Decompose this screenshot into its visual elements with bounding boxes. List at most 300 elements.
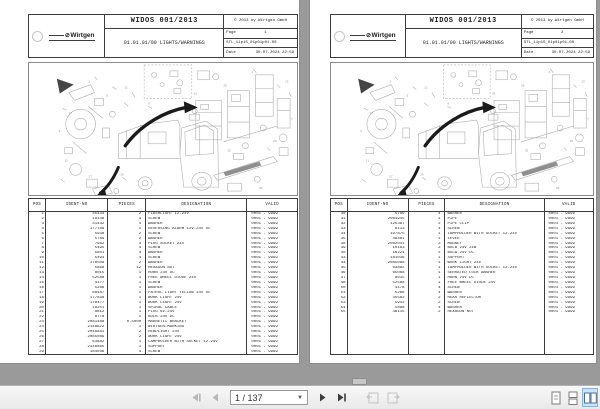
facing-pages-view-button[interactable]	[582, 388, 598, 407]
copyright-text: © 2013 by Wirtgen GmbH	[530, 19, 584, 23]
table-cell: 48	[331, 281, 348, 286]
table-cell: WORK LIGHT 24V	[146, 296, 247, 301]
table-cell: LAMPHOLDER WITH SOCKET 12-24V	[146, 340, 247, 345]
table-cell: 11	[29, 261, 46, 266]
date-label: Date	[226, 50, 236, 55]
table-cell: 0001 - 9999	[251, 221, 278, 226]
wirtgen-emblem-icon	[32, 31, 43, 42]
table-cell: 2	[409, 242, 446, 247]
table-cell: 4	[409, 212, 446, 217]
table-cell: 5495	[46, 246, 108, 251]
table-cell: 35582	[348, 296, 409, 301]
table-cell: 1	[108, 325, 146, 330]
table-cell: SCREW	[445, 286, 544, 291]
table-cell: MAGNETIC BRACKET	[146, 320, 247, 325]
table-cell: 1	[409, 266, 446, 271]
wirtgen-logo	[331, 15, 406, 57]
table-cell: 0001 - 9999	[251, 339, 278, 344]
table-cell: 14	[29, 276, 46, 281]
table-cell: 4	[108, 246, 146, 251]
table-cell: 5868	[46, 266, 108, 271]
table-cell: PLUG SOCKET 24V	[146, 242, 247, 247]
table-cell: 17	[29, 291, 46, 296]
table-cell: 0001 - 9999	[251, 335, 278, 340]
table-cell: 35	[331, 237, 348, 242]
table-cell: 3	[29, 222, 46, 227]
table-cell: 55	[331, 310, 348, 315]
parts-table-filler	[331, 315, 593, 354]
table-cell: FLASHLIGHT 12-24V	[146, 212, 247, 217]
col-header-ident-no: IDENT-NO	[46, 199, 108, 211]
table-cell: 52588	[348, 281, 409, 286]
exploded-parts-diagram	[28, 62, 298, 196]
table-cell: 0001 - 9999	[548, 280, 575, 285]
table-cell: 63882	[46, 340, 108, 345]
table-cell: 28	[29, 345, 46, 350]
table-cell: 2085088	[348, 261, 409, 266]
table-cell: 1	[108, 281, 146, 286]
table-cell: 2	[409, 296, 446, 301]
table-cell: 2146865	[46, 345, 108, 350]
table-cell: 4	[409, 291, 446, 296]
table-cell: 68487	[46, 291, 108, 296]
table-cell: 0001 - 9999	[251, 349, 278, 354]
table-cell: 5938	[46, 232, 108, 237]
table-cell: 184036	[46, 350, 108, 355]
logo-dash	[350, 35, 365, 36]
table-cell: BULB 24V DC	[146, 315, 247, 320]
table-cell: 0001 - 9999	[251, 285, 278, 290]
table-cell: HORN 24V DC	[445, 276, 544, 281]
table-cell: 0001 - 9999	[548, 300, 575, 305]
table-cell: 2148822	[46, 325, 108, 330]
table-cell: 4178	[348, 286, 409, 291]
table-cell: 181036	[348, 256, 409, 261]
table-cell: 22	[29, 315, 46, 320]
table-cell: 5789	[46, 237, 108, 242]
col-header-pieces: PIECES	[409, 199, 446, 211]
table-cell: 0001 - 9999	[548, 246, 575, 251]
first-page-button[interactable]	[188, 389, 205, 407]
table-cell: 0001 - 9999	[251, 315, 278, 320]
table-cell: 21	[29, 310, 46, 315]
table-cell: 5	[29, 232, 46, 237]
table-cell: 0001 - 9999	[548, 275, 575, 280]
table-cell: 0001 - 9999	[251, 266, 278, 271]
parts-table-header	[29, 199, 297, 212]
col-header-ident-no: IDENT-NO	[348, 199, 409, 211]
table-cell: 170508	[46, 261, 108, 266]
table-cell: 35434	[46, 212, 108, 217]
table-cell: 1	[108, 276, 146, 281]
table-cell: 31	[331, 217, 348, 222]
previous-view-icon	[366, 391, 380, 404]
table-cell: 0001 - 9999	[251, 295, 278, 300]
next-view-button[interactable]	[384, 389, 401, 407]
table-cell: 5942	[348, 301, 409, 306]
table-cell: REAR REFLECTOR	[445, 296, 544, 301]
section-title: 01.01.01/00 LIGHTS/WARNINGS	[105, 29, 224, 57]
table-cell: 1	[409, 261, 446, 266]
table-cell: 9	[29, 251, 46, 256]
table-cell: 43	[331, 256, 348, 261]
table-cell: 12	[29, 266, 46, 271]
table-cell: 27	[29, 340, 46, 345]
table-cell: 0001 - 9999	[548, 285, 575, 290]
col-header-designation: DESIGNATION	[445, 199, 544, 211]
table-cell: 0001 - 9999	[548, 271, 575, 276]
table-cell: 0001 - 9999	[251, 236, 278, 241]
date-value: 30.07.2024 22:59	[551, 50, 590, 55]
doc-code: STL_11p1S_01p01p01-00	[522, 39, 593, 49]
table-cell: 0001 - 9999	[251, 305, 278, 310]
table-cell: 9778	[46, 315, 108, 320]
table-cell: 0001 - 9999	[548, 216, 575, 221]
table-cell: 2	[108, 261, 146, 266]
table-cell: 2	[108, 212, 146, 217]
page-label: Page	[523, 31, 534, 36]
table-cell: SCREW	[146, 350, 247, 355]
table-cell: 4177	[46, 281, 108, 286]
page-number: 1	[264, 31, 267, 36]
table-cell: 0001 - 9999	[251, 344, 278, 349]
table-cell: SCREW	[146, 232, 247, 237]
table-cell: 0001 - 9999	[548, 256, 575, 261]
table-cell: 0001 - 9999	[251, 320, 278, 325]
table-cell: 1	[409, 237, 446, 242]
table-cell: 8	[29, 246, 46, 251]
table-cell: HEXAGON NUT	[445, 310, 544, 315]
table-cell: 2	[108, 335, 146, 340]
table-cell: 2	[409, 301, 446, 306]
table-cell: 23	[29, 320, 46, 325]
table-cell: 51	[331, 291, 348, 296]
section-title: 01.01.01/00 LIGHTS/WARNINGS	[406, 29, 522, 57]
table-cell: 5799	[348, 212, 409, 217]
table-cell: 40	[331, 251, 348, 256]
parts-table	[28, 198, 298, 355]
continuous-view-icon	[568, 391, 578, 405]
table-cell: 47	[331, 276, 348, 281]
table-cell: WASHER	[445, 291, 544, 296]
table-cell: 4	[409, 286, 446, 291]
table-cell: 13	[29, 271, 46, 276]
table-cell: 0001 - 9999	[548, 266, 575, 271]
table-cell: 0001 - 9999	[251, 246, 278, 251]
page-number-input[interactable]	[230, 390, 308, 405]
date-label: Date	[523, 50, 534, 55]
table-cell: 4	[409, 306, 446, 311]
table-cell: 49481	[348, 237, 409, 242]
table-cell: 5888	[348, 306, 409, 311]
table-cell: 4	[108, 350, 146, 355]
table-cell: 0001 - 9999	[251, 241, 278, 246]
table-cell: PATROL LIGHT YELLOW 24V DC	[146, 291, 247, 296]
col-header-pos: POS	[331, 199, 348, 211]
table-cell: 0001 - 9999	[251, 216, 278, 221]
table-cell: 16	[29, 286, 46, 291]
col-header-valid: VALID	[265, 203, 279, 207]
pdf-page-1	[0, 0, 299, 363]
table-cell: 1	[108, 345, 146, 350]
table-cell: 0001 - 9999	[251, 271, 278, 276]
table-cell: SCREW	[146, 246, 247, 251]
next-page-icon	[318, 393, 327, 402]
table-cell: SERRATED LOCK WASHER	[445, 271, 544, 276]
table-cell: LAMPHOLDER WITH SOCKET 12-24V	[445, 232, 544, 237]
table-cell: BULB 24V 21W	[445, 246, 544, 251]
table-cell: 0001 - 9999	[548, 251, 575, 256]
table-cell: 7	[29, 242, 46, 247]
table-cell: 34	[331, 232, 348, 237]
table-cell: WASHER	[146, 261, 247, 266]
table-cell: 2	[409, 251, 446, 256]
table-cell: 19148	[46, 217, 108, 222]
table-cell: 2	[409, 222, 446, 227]
table-cell: 197875	[348, 232, 409, 237]
table-cell: WASHER	[146, 222, 247, 227]
page-label: Page	[226, 31, 236, 36]
table-cell: 8812	[46, 310, 108, 315]
table-cell: 8015	[348, 276, 409, 281]
logo-dash	[49, 35, 64, 36]
table-row	[29, 350, 297, 355]
splitter-handle[interactable]	[352, 378, 367, 385]
table-cell: WASHER	[146, 286, 247, 291]
table-cell: 33	[331, 227, 348, 232]
table-cell: 15	[29, 281, 46, 286]
table-cell: WASHER	[146, 251, 247, 256]
page-header-table	[28, 14, 298, 58]
table-cell: 1	[409, 281, 446, 286]
table-cell: 1	[409, 276, 446, 281]
table-cell: SCREW	[445, 227, 544, 232]
table-cell: 8015	[46, 271, 108, 276]
table-cell: WORK LIGHT 24V	[445, 261, 544, 266]
table-cell: SCREW	[445, 301, 544, 306]
table-cell: 2	[409, 310, 446, 315]
table-cell: 1	[108, 291, 146, 296]
table-cell: WASHER	[445, 306, 544, 311]
brand-text: Wirtgen	[371, 31, 396, 39]
table-cell: BULB 24V DC	[445, 251, 544, 256]
table-cell: 31432	[46, 222, 108, 227]
table-cell: 0001 - 9999	[251, 275, 278, 280]
table-cell: 6113	[348, 227, 409, 232]
table-cell: 18251	[46, 306, 108, 311]
table-cell: 52	[331, 296, 348, 301]
toolbar	[0, 385, 600, 409]
table-cell: 177838	[46, 296, 108, 301]
table-cell: WIRTGEN-MARKING	[146, 325, 247, 330]
wirtgen-wordmark	[49, 32, 95, 41]
page-header-table	[330, 14, 594, 58]
table-cell: HEADLIGHT 24V	[146, 330, 247, 335]
table-cell: 0001 - 9999	[548, 261, 575, 266]
table-cell: 2	[108, 237, 146, 242]
table-cell: 0001 - 9999	[548, 226, 575, 231]
table-cell: 1	[108, 286, 146, 291]
table-cell: 26	[29, 335, 46, 340]
last-page-button[interactable]	[333, 389, 350, 407]
table-cell: 18	[29, 296, 46, 301]
table-cell: 0001 - 9999	[548, 231, 575, 236]
table-cell: 0001 - 9999	[251, 256, 278, 261]
table-cell: 2	[409, 246, 446, 251]
copyright-text: © 2013 by Wirtgen GmbH	[234, 19, 287, 23]
parts-table	[330, 198, 594, 355]
col-header-pos: POS	[29, 199, 46, 211]
col-header-designation: DESIGNATION	[146, 199, 247, 211]
table-cell: PIPE CLIP	[445, 222, 544, 227]
table-cell: 38	[331, 242, 348, 247]
table-cell: 0001 - 9999	[251, 226, 278, 231]
table-cell: 5286	[348, 291, 409, 296]
table-cell: 0001 - 9999	[548, 290, 575, 295]
table-cell: 1	[409, 271, 446, 276]
table-cell: 0001 - 9999	[251, 231, 278, 236]
table-cell: 44	[331, 261, 348, 266]
table-cell: 50	[331, 286, 348, 291]
page-indicator-value: 1 / 137	[235, 392, 263, 403]
table-cell: 0001 - 9999	[548, 241, 575, 246]
table-cell: SCREW	[146, 256, 247, 261]
table-cell: 0001 - 9999	[251, 290, 278, 295]
table-cell: 0001 - 9999	[548, 212, 575, 216]
wirtgen-wordmark	[350, 32, 396, 41]
table-cell: SCREW	[146, 281, 247, 286]
table-cell: 16224	[348, 251, 409, 256]
table-cell: PIPE	[445, 217, 544, 222]
table-cell: 4	[108, 242, 146, 247]
table-cell: FREE WHEEL DIODE 24V	[445, 281, 544, 286]
table-cell: SUPPORT	[445, 256, 544, 261]
continuous-view-button[interactable]	[565, 388, 581, 407]
page-number: 2	[561, 31, 564, 36]
table-cell: 2	[108, 330, 146, 335]
table-cell: 20	[29, 306, 46, 311]
wirtgen-circle-icon: ⊘	[64, 32, 70, 39]
view-history	[364, 389, 401, 407]
table-cell: 12	[108, 266, 146, 271]
table-cell: 0001 - 9999	[548, 236, 575, 241]
table-cell: 2064945	[348, 217, 409, 222]
table-cell: 0001 - 9999	[548, 295, 575, 300]
table-cell: 2	[29, 217, 46, 222]
table-cell: 25	[29, 330, 46, 335]
previous-page-icon	[211, 393, 220, 402]
table-cell: SUPPORT	[146, 345, 247, 350]
table-cell: FREE WHEEL DIODE 24V	[146, 276, 247, 281]
table-cell: 0001 - 9999	[251, 212, 278, 216]
table-cell: 0001 - 9999	[251, 330, 278, 335]
table-cell: 29	[29, 350, 46, 355]
table-cell: 32	[331, 222, 348, 227]
table-cell: 24	[29, 325, 46, 330]
table-cell: 39	[331, 246, 348, 251]
table-cell: 0001 - 9999	[251, 280, 278, 285]
table-cell: 0.5000	[108, 320, 146, 325]
parts-table-header	[331, 199, 593, 212]
single-page-view-button[interactable]	[548, 388, 564, 407]
wirtgen-emblem-icon	[334, 31, 345, 42]
table-cell: MAGNET	[445, 242, 544, 247]
table-cell: WORK LIGHT 24V	[146, 301, 247, 306]
table-cell: 178477	[46, 301, 108, 306]
table-cell: HORN 24V DC	[146, 271, 247, 276]
table-cell: REVERSING ALARM 12V-24V DC	[146, 227, 247, 232]
brand-text: Wirtgen	[70, 31, 95, 39]
table-cell: 177788	[46, 227, 108, 232]
chevron-down-icon[interactable]: ▼	[297, 394, 303, 401]
table-cell: 2	[108, 232, 146, 237]
table-cell: 45	[331, 266, 348, 271]
next-page-button[interactable]	[314, 389, 331, 407]
table-cell: 1	[108, 315, 146, 320]
parts-table-body	[29, 212, 297, 355]
last-page-icon	[336, 393, 347, 402]
table-cell: 2081488	[46, 320, 108, 325]
table-cell: 5494	[46, 256, 108, 261]
table-cell: 2085089	[46, 335, 108, 340]
table-cell: LAMPHOLDER WITH SOCKET 12-24V	[445, 266, 544, 271]
single-page-view-icon	[551, 391, 561, 405]
next-view-icon	[386, 391, 400, 404]
table-cell: 0001 - 9999	[251, 325, 278, 330]
first-page-icon	[191, 393, 202, 402]
table-cell: 54	[331, 306, 348, 311]
table-cell: 1	[409, 256, 446, 261]
table-cell: 4	[108, 217, 146, 222]
table-cell: 0001 - 9999	[251, 300, 278, 305]
exploded-parts-diagram	[330, 62, 594, 196]
pdf-page-2	[310, 0, 596, 363]
table-cell: 4	[409, 227, 446, 232]
col-header-valid: VALID	[561, 203, 576, 207]
doc-code: STL_11p1S_01p01p01-00	[224, 39, 297, 49]
wirtgen-circle-icon: ⊘	[365, 32, 372, 39]
table-cell: 0001 - 9999	[548, 305, 575, 310]
wirtgen-logo	[29, 15, 105, 57]
page-navigation	[188, 386, 401, 409]
previous-page-button[interactable]	[207, 389, 224, 407]
table-cell: 4	[29, 227, 46, 232]
parts-table-body	[331, 212, 593, 315]
table-cell: 1	[409, 232, 446, 237]
table-cell: 0001 - 9999	[251, 261, 278, 266]
table-cell: 4	[108, 256, 146, 261]
table-cell: 4	[108, 251, 146, 256]
table-cell: 46115	[348, 310, 409, 315]
col-header-pieces: PIECES	[108, 199, 146, 211]
table-cell: 1	[108, 301, 146, 306]
table-cell: 46	[331, 271, 348, 276]
table-cell: 2062041	[348, 242, 409, 247]
table-cell: 1	[108, 227, 146, 232]
doc-title: WIDOS 001/2013	[406, 15, 522, 28]
table-cell: 30	[331, 212, 348, 217]
table-cell: 5286	[46, 286, 108, 291]
table-cell: 10183	[348, 246, 409, 251]
table-cell: 52588	[46, 276, 108, 281]
table-cell: 19	[29, 301, 46, 306]
table-cell: 0001 - 9999	[251, 310, 278, 315]
previous-view-button[interactable]	[364, 389, 381, 407]
table-cell: 6	[29, 237, 46, 242]
table-cell: 1	[108, 296, 146, 301]
table-cell: WASHER	[146, 237, 247, 242]
table-cell: 125387	[348, 222, 409, 227]
